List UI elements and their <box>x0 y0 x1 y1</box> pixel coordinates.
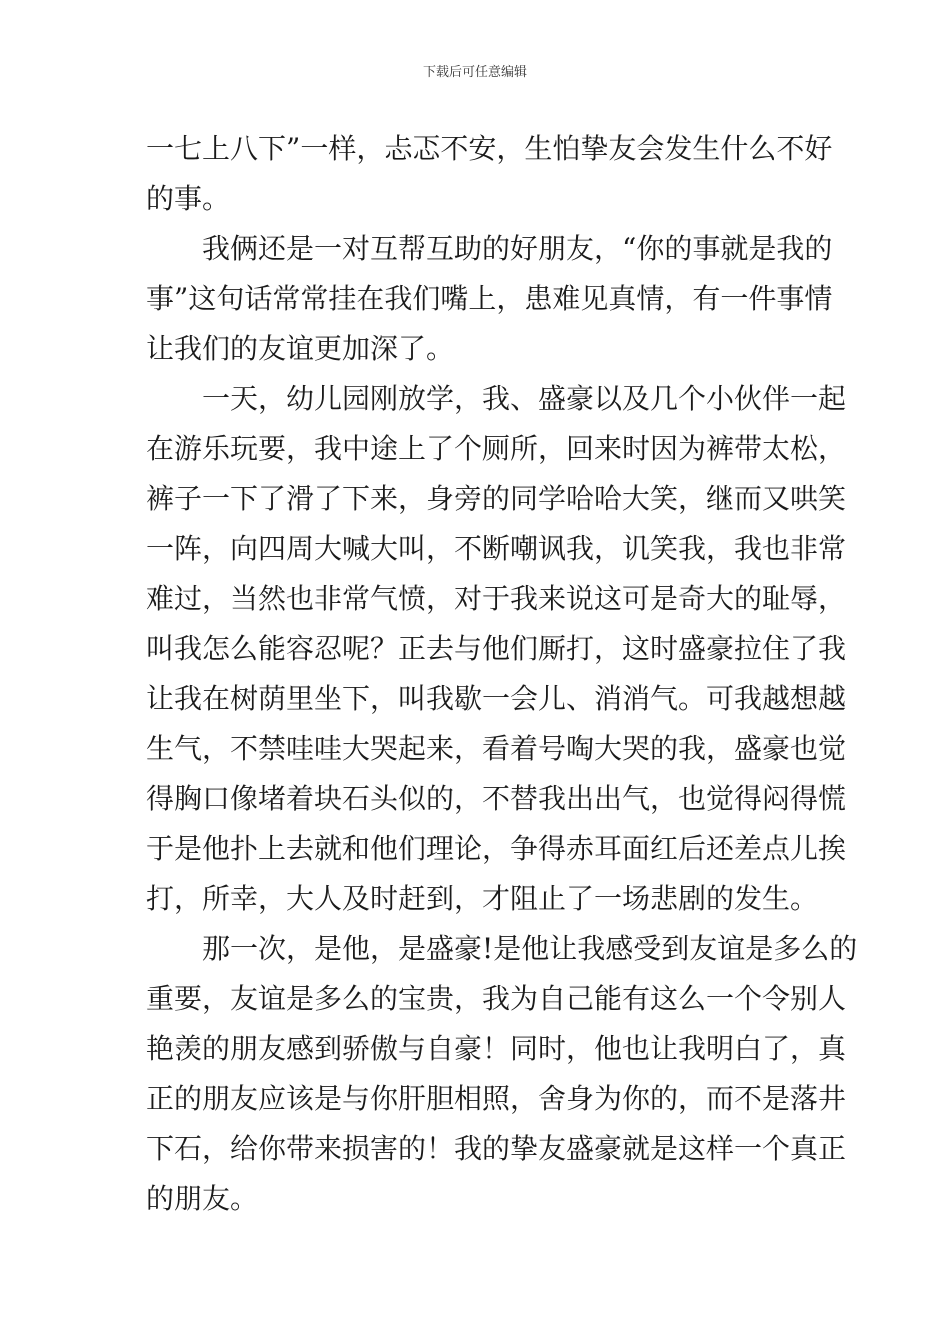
text-line: 裤子一下了滑了下来，身旁的同学哈哈大笑，继而又哄笑 <box>146 482 847 515</box>
paragraph-2 <box>146 224 833 374</box>
text-line: 重要，友谊是多么的宝贵，我为自己能有这么一个令别人 <box>146 982 847 1015</box>
text-line: 我俩还是一对互帮互助的好朋友，“你的事就是我的 <box>202 232 833 265</box>
text-line: 的朋友。 <box>146 1182 259 1215</box>
text-line: 打，所幸，大人及时赶到，才阻止了一场悲剧的发生。 <box>146 882 819 915</box>
text-line: 让我在树荫里坐下，叫我歇一会儿、消消气。可我越想越 <box>146 682 847 715</box>
text-line: 于是他扑上去就和他们理论，争得赤耳面红后还差点儿挨 <box>146 832 847 865</box>
text-line: 艳羡的朋友感到骄傲与自豪！同时，他也让我明白了，真 <box>146 1032 847 1065</box>
text-line: 事”这句话常常挂在我们嘴上，患难见真情，有一件事情 <box>146 282 833 315</box>
text-line: 一七上八下”一样，忐忑不安，生怕挚友会发生什么不好 <box>146 132 833 165</box>
text-line: 正的朋友应该是与你肝胆相照，舍身为你的，而不是落井 <box>146 1082 847 1115</box>
text-line: 得胸口像堵着块石头似的，不替我出出气，也觉得闷得慌 <box>146 782 847 815</box>
text-line: 叫我怎么能容忍呢？正去与他们厮打，这时盛豪拉住了我 <box>146 632 847 665</box>
text-line: 让我们的友谊更加深了。 <box>146 332 455 365</box>
text-line: 那一次，是他，是盛豪!是他让我感受到友谊是多么的 <box>202 932 858 965</box>
text-line: 生气，不禁哇哇大哭起来，看着号啕大哭的我，盛豪也觉 <box>146 732 847 765</box>
text-line: 下石，给你带来损害的！我的挚友盛豪就是这样一个真正 <box>146 1132 847 1165</box>
text-line: 一天，幼儿园刚放学，我、盛豪以及几个小伙伴一起 <box>202 382 847 415</box>
text-line: 难过，当然也非常气愤，对于我来说这可是奇大的耻辱， <box>146 582 847 615</box>
document-body <box>146 124 858 1224</box>
text-line: 的事。 <box>146 182 231 215</box>
paragraph-3 <box>146 374 847 924</box>
page-header: 下载后可任意编辑 <box>422 65 527 80</box>
paragraph-1 <box>146 124 833 224</box>
paragraph-4 <box>146 924 858 1224</box>
text-line: 在游乐玩要，我中途上了个厕所，回来时因为裤带太松， <box>146 432 847 465</box>
text-line: 一阵，向四周大喊大叫，不断嘲讽我，讥笑我，我也非常 <box>146 532 847 565</box>
